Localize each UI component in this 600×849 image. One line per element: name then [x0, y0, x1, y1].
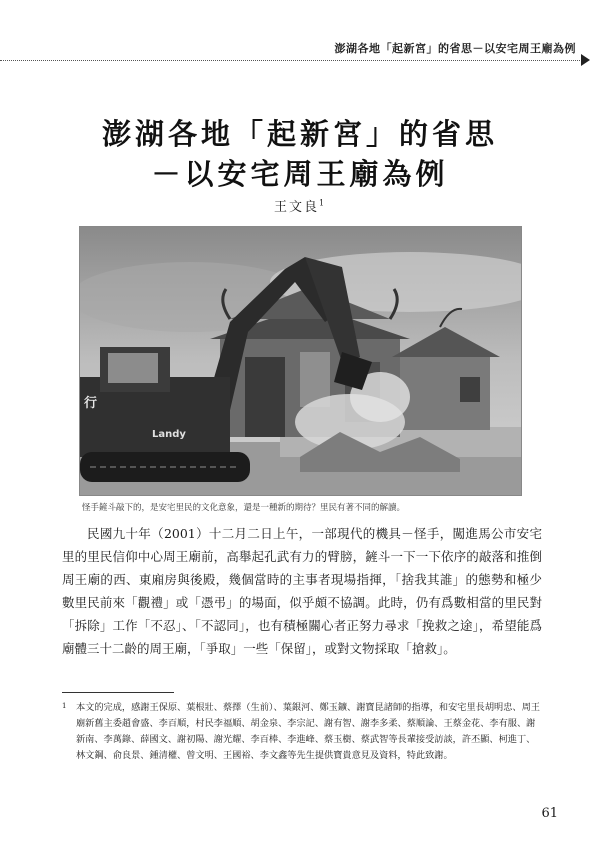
running-head: 澎湖各地「起新宮」的省思－以安宅周王廟為例 — [334, 42, 576, 55]
excavator-label: Landy — [152, 429, 186, 440]
footnote-text: 本文的完成，感謝王保原、葉根壯、蔡擇（生前）、葉銀河、鄭玉鑛、謝寶昆諸師的指導，和安宅里長胡明忠、周王廟新舊主委趙會盛、李百順，村民李福順、胡金泉、李宗記、謝有智、謝李多柔、蔡順論、王蔡金花、李有服、謝新南、李萬錄、薛國文、謝初陽、謝光耀、李百棒、李進峰、蔡玉樹、蔡武智等長輩接受訪談，許丕顯、柯進丁、林文鋼、俞良景、鍾清權、曾文明、王國裕、李文鑫等先生提供寶貴意見及資料，特此致謝。 — [76, 702, 540, 761]
author-footnote-mark: 1 — [318, 198, 327, 208]
footnote-mark: 1 — [62, 702, 67, 710]
footnote — [62, 700, 542, 764]
body-paragraph: 民國九十年（2001）十二月二日上午，一部現代的機具－怪手，闖進馬公市安宅里的里民信仰中心周王廟前，高舉起孔武有力的臂膀，鏟斗一下一下依序的敲落和推倒周王廟的西、東廂房與後殿，幾個當時的主事者現場指揮，「捨我其誰」的態勢和極少數里民前來「觀禮」或「憑弔」的場面，似乎頗不協調。此時，仍有爲數相當的里民對「拆除」工作「不忍」、「不認同」，也有積極關心者正努力尋求「挽救之途」，希望能爲廟體三十二齡的周王廟，「爭取」一些「保留」，或對文物採取「搶救」。 — [62, 526, 542, 656]
demolition-photo — [79, 226, 522, 496]
article-title-line2: －以安宅周王廟為例 — [151, 157, 449, 191]
excavator-side-text: 行 — [84, 396, 98, 411]
author-byline — [0, 196, 600, 215]
triangle-arrow-icon — [581, 54, 590, 66]
author-name: 王文良 — [273, 200, 319, 215]
photo-caption: 怪手鏟斗敲下的，是安宅里民的文化意象，還是一種新的期待？里民有著不同的解讀。 — [82, 503, 406, 513]
footnote-rule — [62, 692, 174, 693]
page-number: 61 — [541, 806, 558, 821]
header-dotted-rule — [0, 60, 580, 61]
article-title-line1: 澎湖各地「起新宮」的省思 — [101, 117, 498, 151]
